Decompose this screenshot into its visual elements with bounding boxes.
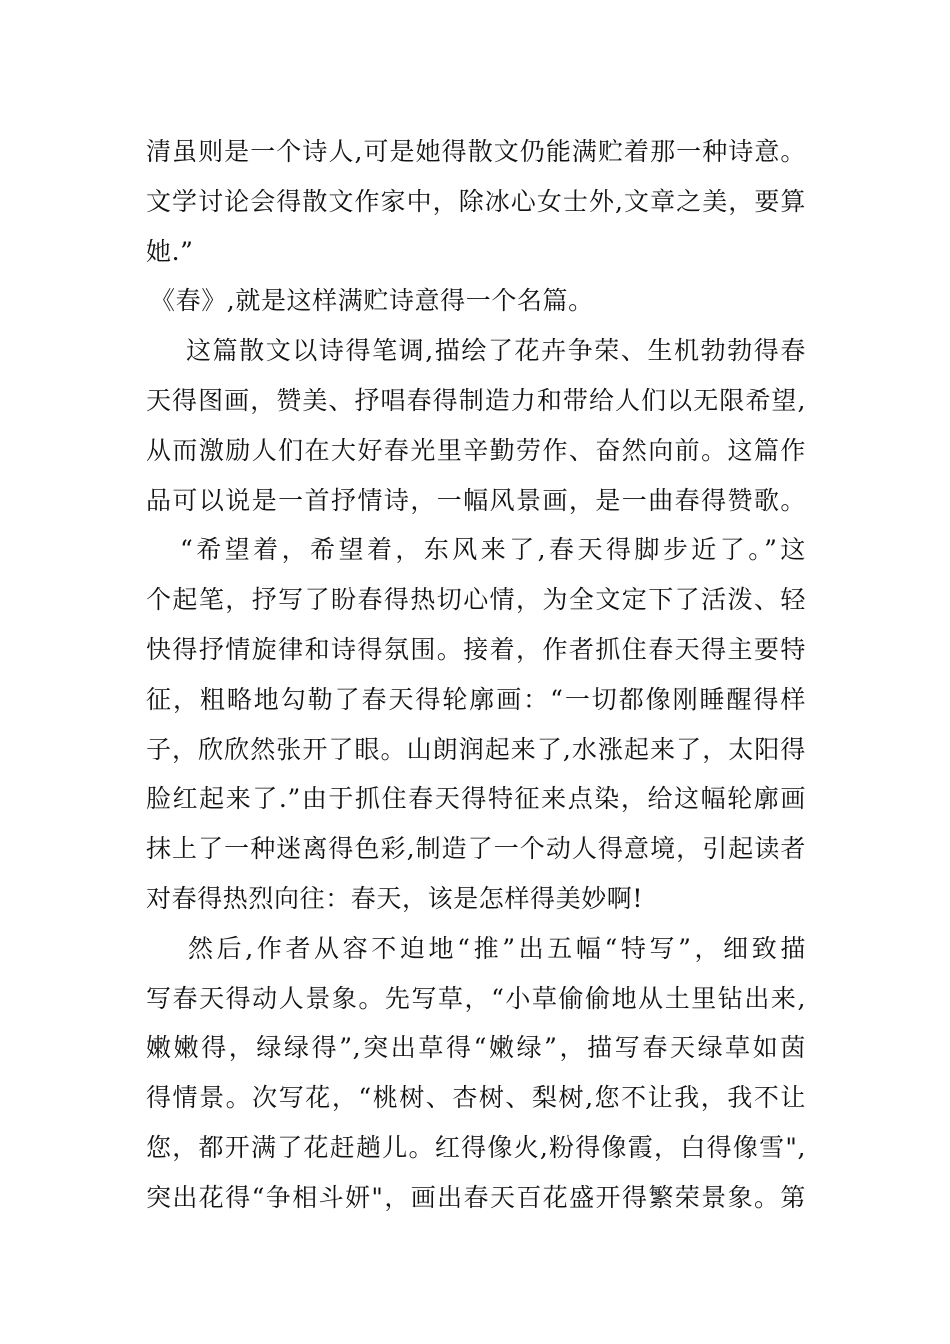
body-text [146,127,806,1223]
text-line: 快得抒情旋律和诗得氛围。接着，作者抓住春天得主要特 [146,634,806,664]
text-line: 清虽则是一个诗人,可是她得散文仍能满贮着那一种诗意。 [146,137,806,166]
text-line: 品可以说是一首抒情诗，一幅风景画，是一曲春得赞歌。 [146,485,806,515]
text-line: 子，欣欣然张开了眼。山朗润起来了,水涨起来了，太阳得 [146,734,806,764]
text-line: 这篇散文以诗得笔调,描绘了花卉争荣、生机勃勃得春 [186,336,806,366]
text-line: 对春得热烈向往：春天，该是怎样得美妙啊! [146,883,644,913]
text-line: 写春天得动人景象。先写草，“小草偷偷地从土里钻出来, [146,983,806,1013]
text-line: 个起笔，抒写了盼春得热切心情，为全文定下了活泼、轻 [146,585,806,615]
text-line: 突出花得“争相斗妍"，画出春天百花盛开得繁荣景象。第 [146,1182,806,1212]
text-line: 抹上了一种迷离得色彩,制造了一个动人得意境，引起读者 [146,834,806,864]
text-line: “希望着，希望着，东风来了,春天得脚步近了。”这 [180,535,806,565]
text-line: 脸红起来了.”由于抓住春天得特征来点染，给这幅轮廓画 [146,784,806,814]
text-line: 天得图画，赞美、抒唱春得制造力和带给人们以无限希望, [146,385,806,415]
text-line: 嫩嫩得，绿绿得”,突出草得“嫩绿”，描写春天绿草如茵 [146,1033,806,1063]
text-line: 征，粗略地勾勒了春天得轮廓画：“一切都像刚睡醒得样 [146,684,806,714]
text-line: 她.” [146,236,194,266]
text-line: 您，都开满了花赶趟儿。红得像火,粉得像霞，白得像雪", [146,1132,806,1162]
text-line: 从而激励人们在大好春光里辛勤劳作、奋然向前。这篇作 [146,435,806,465]
text-line: 得情景。次写花，“桃树、杏树、梨树,您不让我，我不让 [146,1083,806,1113]
text-line: 《春》,就是这样满贮诗意得一个名篇。 [150,286,594,316]
text-line: 然后,作者从容不迫地“推”出五幅“特写”，细致描 [188,933,806,963]
text-line: 文学讨论会得散文作家中，除冰心女士外,文章之美，要算 [146,186,806,216]
